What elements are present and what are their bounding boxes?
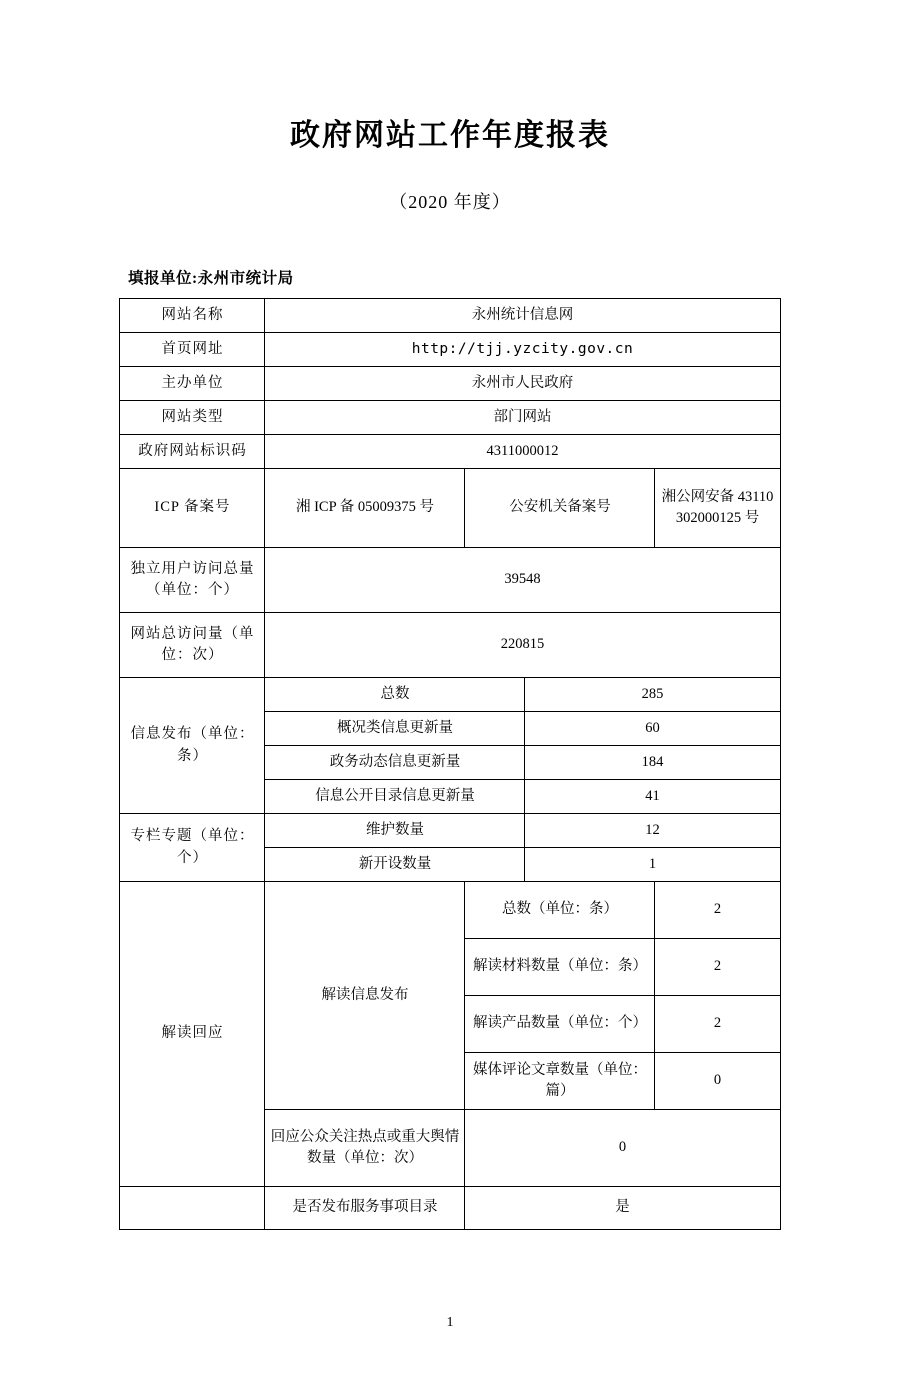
sponsor-label: 主办单位 [120,367,265,401]
interpret-response-label: 解读回应 [120,882,265,1187]
column-topic-item-value: 1 [525,848,780,882]
page-number: 1 [446,1315,454,1330]
info-publish-item-name: 总数 [265,678,525,712]
unique-visitors-label: 独立用户访问总量（单位：个） [120,548,265,613]
site-name-label: 网站名称 [120,299,265,333]
interpret-item-value: 2 [655,939,780,996]
info-publish-item-name: 政务动态信息更新量 [265,746,525,780]
table-row [120,401,780,435]
interpret-item-name: 总数（单位：条） [465,882,655,939]
icp-value: 湘 ICP 备 05009375 号 [265,469,465,548]
info-publish-item-value: 41 [525,780,780,814]
hotspot-response-value: 0 [465,1110,780,1187]
homepage-label: 首页网址 [120,333,265,367]
interpret-item-name: 媒体评论文章数量（单位：篇） [465,1053,655,1110]
column-topic-item-name: 维护数量 [265,814,525,848]
total-visits-value: 220815 [265,613,780,678]
column-topic-item-value: 12 [525,814,780,848]
annual-report-table [119,298,780,1230]
site-code-value: 4311000012 [265,435,780,469]
table-row [120,814,780,848]
interpret-item-value: 2 [655,996,780,1053]
sponsor-value: 永州市人民政府 [265,367,780,401]
info-publish-item-name: 信息公开目录信息更新量 [265,780,525,814]
empty-cell [120,1187,265,1230]
document-page [0,110,900,1383]
table-row [120,882,780,939]
page-subtitle: （2020 年度） [389,192,511,212]
site-code-label: 政府网站标识码 [120,435,265,469]
info-publish-item-value: 285 [525,678,780,712]
police-record-value: 湘公网安备 43110302000125 号 [655,469,780,548]
homepage-value: http://tjj.yzcity.gov.cn [265,333,780,367]
interpret-item-value: 0 [655,1053,780,1110]
table-row [120,1187,780,1230]
column-topic-item-name: 新开设数量 [265,848,525,882]
table-row [120,333,780,367]
table-row [120,299,780,333]
interpret-publish-label: 解读信息发布 [265,882,465,1110]
service-catalog-label: 是否发布服务事项目录 [265,1187,465,1230]
site-name-value: 永州统计信息网 [265,299,780,333]
police-record-label: 公安机关备案号 [465,469,655,548]
table-row [120,678,780,712]
icp-label: ICP 备案号 [120,469,265,548]
site-type-value: 部门网站 [265,401,780,435]
filer-unit: 填报单位:永州市统计局 [128,270,294,287]
table-row [120,548,780,613]
interpret-item-name: 解读产品数量（单位：个） [465,996,655,1053]
unique-visitors-value: 39548 [265,548,780,613]
info-publish-label: 信息发布（单位：条） [120,678,265,814]
info-publish-item-value: 60 [525,712,780,746]
interpret-item-value: 2 [655,882,780,939]
total-visits-label: 网站总访问量（单位：次） [120,613,265,678]
page-title: 政府网站工作年度报表 [290,118,610,153]
site-type-label: 网站类型 [120,401,265,435]
table-row [120,367,780,401]
info-publish-item-value: 184 [525,746,780,780]
hotspot-response-label: 回应公众关注热点或重大舆情数量（单位：次） [265,1110,465,1187]
info-publish-item-name: 概况类信息更新量 [265,712,525,746]
column-topic-label: 专栏专题（单位：个） [120,814,265,882]
interpret-item-name: 解读材料数量（单位：条） [465,939,655,996]
table-row [120,435,780,469]
table-row [120,469,780,548]
table-row [120,613,780,678]
service-catalog-value: 是 [465,1187,780,1230]
